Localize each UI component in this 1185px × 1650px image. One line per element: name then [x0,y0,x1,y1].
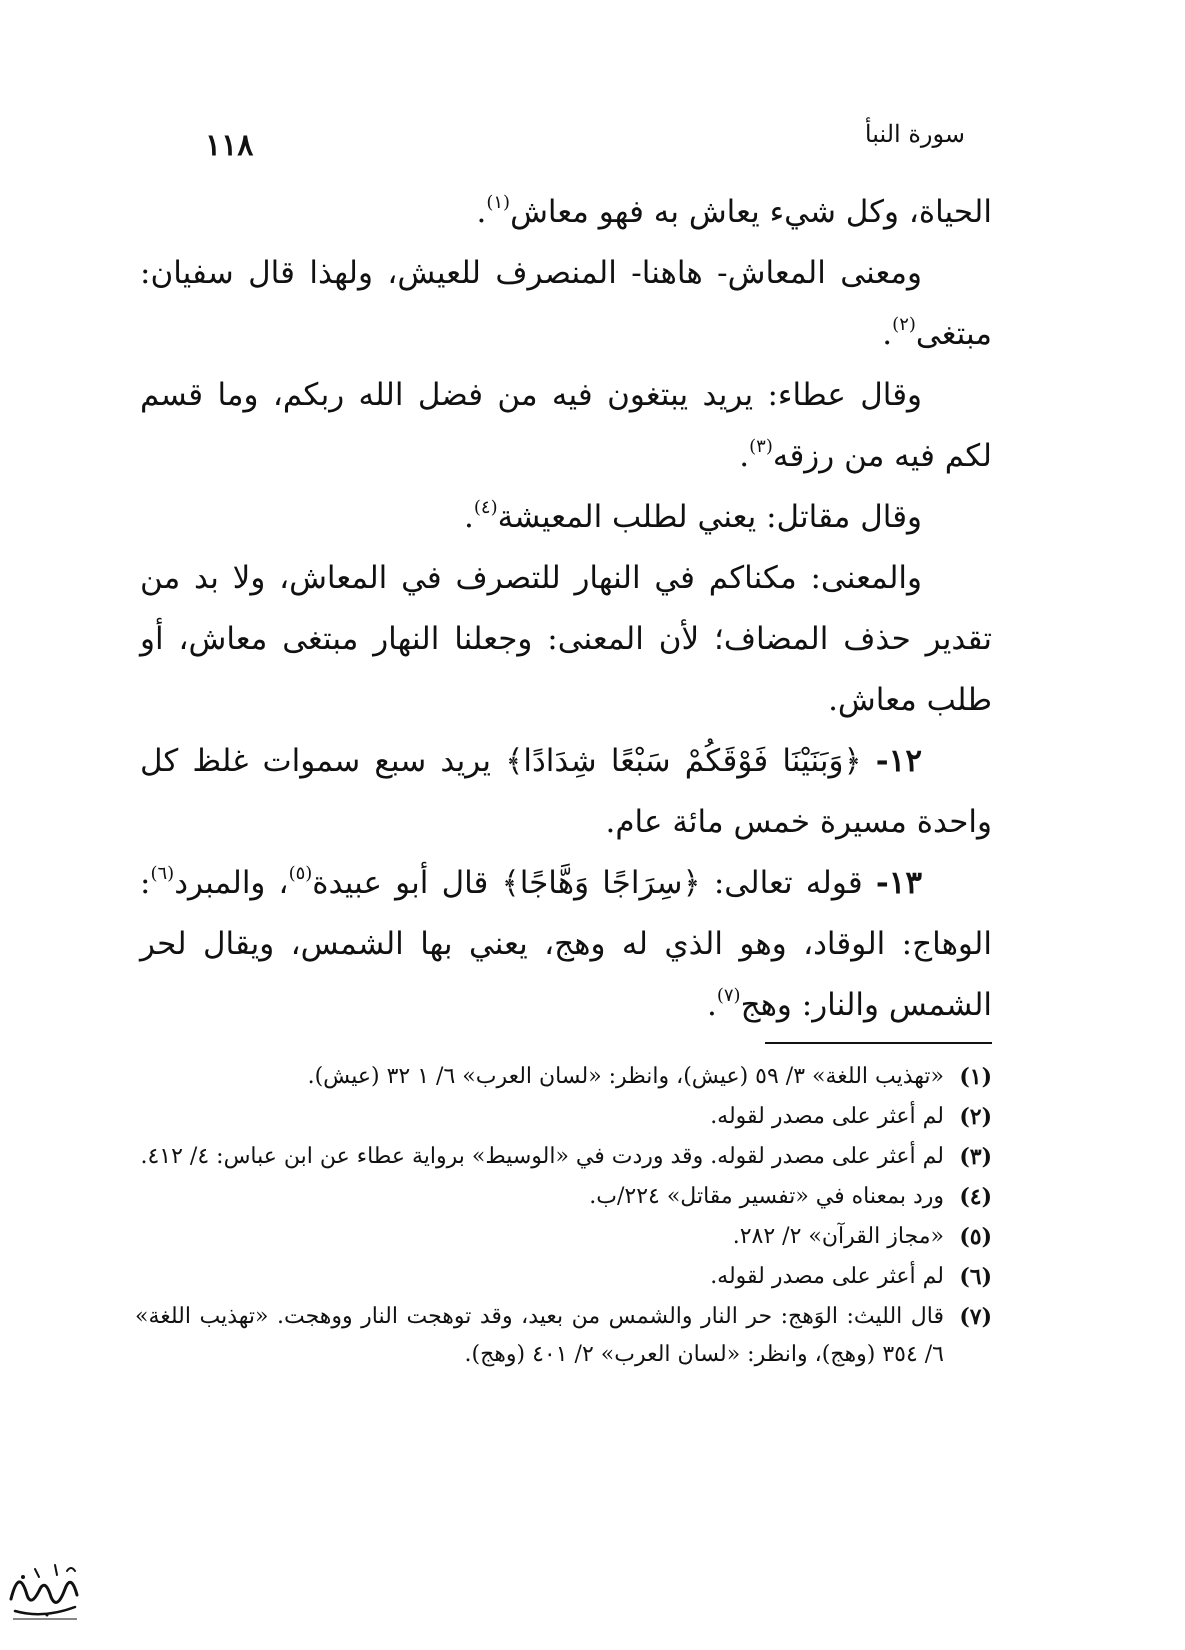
footnote-text: قال الليث: الوَهج: حر النار والشمس من بعيد، وقد توهجت النار ووهجت. «تهذيب اللغة» ٦/ ٣٥٤ (وهج)، وانظر: «لسان العرب» ٢/ ٤٠١ (وهج). [135,1304,944,1367]
footnote-reference-1[interactable]: (١) [486,192,511,213]
footnote-reference-2[interactable]: (٢) [892,314,916,335]
paragraph-end: . [739,438,750,474]
footnote-number: (٤) [959,1184,992,1210]
paragraph-6 [140,731,992,853]
paragraph-5: والمعنى: مكناكم في النهار للتصرف في المعاش، ولا بد من تقدير حذف المضاف؛ لأن المعنى: وجعلنا النهار مبتغى معاش، أو طلب معاش. [140,560,992,718]
calligraphy-logo-icon [5,1555,83,1625]
paragraph-text: ومعنى المعاش- هاهنا- المنصرف للعيش، ولهذا قال سفيان: مبتغى [140,255,992,352]
footnote-number: (٦) [959,1264,992,1290]
quran-verse: ﴿وَبَنَيْنَا فَوْقَكُمْ سَبْعًا شِدَادًا﴾ [505,743,862,779]
paragraph-text: يريد سبع سموات غلظ كل واحدة مسيرة خمس مائة عام. [140,743,992,840]
paragraph-text: : الوهاج: الوقاد، وهو الذي له وهج، يعني بها الشمس، ويقال لحر الشمس والنار: وهج [140,865,992,1023]
footnote-number: (١) [959,1064,992,1090]
footnotes [135,1058,992,1376]
paragraph-end: . [882,316,893,352]
paragraph-7 [140,853,992,1036]
paragraph-3 [140,365,992,487]
quran-verse: ﴿سِرَاجًا وَهَّاجًا﴾ [501,865,701,901]
paragraph-text: وقال عطاء: يريد يبتغون فيه من فضل الله ربكم، وما قسم لكم فيه من رزقه [140,377,992,474]
paragraph-text: الحياة، وكل شيء يعاش به فهو معاش [510,194,992,230]
paragraph-text: قال أبو عبيدة [312,865,489,901]
footnote-reference-4[interactable]: (٤) [473,497,498,518]
footnote-reference-5[interactable]: (٥) [288,863,313,884]
paragraph-text: وقال مقاتل: يعني لطلب المعيشة [497,499,922,535]
footnote-reference-7[interactable]: (٧) [716,985,741,1006]
footnote-6 [135,1258,992,1296]
paragraph-1 [140,182,992,243]
footnote-4 [135,1178,992,1216]
paragraph-text: ، والمبرد [174,865,289,901]
surah-title: سورة النبأ [864,120,965,148]
footnote-number: (٢) [959,1104,992,1130]
footnote-7 [135,1298,992,1374]
footnote-2 [135,1098,992,1136]
page-number: ١١٨ [205,128,254,163]
footnote-number: (٧) [959,1304,992,1330]
paragraph-end: . [464,499,474,535]
footnote-text: «مجاز القرآن» ٢/ ٢٨٢. [732,1224,944,1249]
footnote-text: لم أعثر على مصدر لقوله. وقد وردت في «الوسيط» برواية عطاء عن ابن عباس: ٤/ ٤١٢. [140,1144,944,1169]
page-header [205,112,965,172]
footnote-text: ورد بمعناه في «تفسير مقاتل» ٢٢٤/ب. [589,1184,944,1209]
footnote-text: «تهذيب اللغة» ٣/ ٥٩ (عيش)، وانظر: «لسان العرب» ٦/ ١ ٣٢ (عيش). [307,1064,944,1089]
paragraph-end: . [476,194,487,230]
main-text [140,182,992,1036]
footnote-divider [765,1042,992,1044]
paragraph-2 [140,243,992,365]
footnote-reference-6[interactable]: (٦) [150,863,175,884]
footnote-5 [135,1218,992,1256]
footnote-3 [135,1138,992,1176]
footnote-1 [135,1058,992,1096]
paragraph-end: . [706,987,717,1023]
paragraph-4 [140,487,992,548]
verse-number: ١٣- [875,865,922,901]
paragraph-lead: قوله تعالى: [713,865,863,901]
footnote-text: لم أعثر على مصدر لقوله. [710,1264,944,1289]
verse-number: ١٢- [875,743,922,779]
footnote-number: (٣) [959,1144,992,1170]
footnote-reference-3[interactable]: (٣) [749,436,773,457]
footnote-number: (٥) [959,1224,992,1250]
footnote-text: لم أعثر على مصدر لقوله. [710,1104,944,1129]
